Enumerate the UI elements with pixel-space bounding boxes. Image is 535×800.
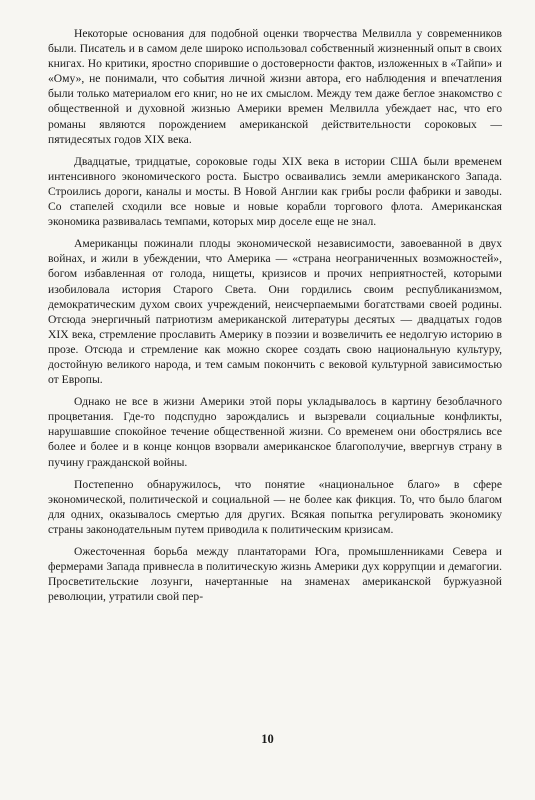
page-number: 10 <box>261 732 274 746</box>
paragraph-4: Однако не все в жизни Америки этой поры укладывалось в картину безоблачного процветания. Где-то подспудно зарождались и вызревали социальные конфликты, нарушавшие спокойное течение общественной жизни. Со временем они обострялись все более и более и в конце концов взорвали американское благополучие, ввергнув страну в пучину гражданской войны. <box>48 395 502 469</box>
paragraph-5: Постепенно обнаружилось, что понятие «национальное благо» в сфере экономической, политической и социальной — не более как фикция. То, что было благом для одних, оказывалось смертью для других. Всякая попытка регулировать экономику страны законодательным путем приводила к политическим кризисам. <box>48 477 502 536</box>
paragraph-6: Ожесточенная борьба между плантаторами Юга, промышленниками Севера и фермерами Запада привнесла в политическую жизнь Америки дух коррупции и демагогии. Просветительские лозунги, начертанные на знаменах американской буржуазной революции, утратили свой пер- <box>48 545 502 604</box>
paragraph-2: Двадцатые, тридцатые, сороковые годы XIX века в истории США были временем интенсивного экономического роста. Быстро осваивались земли американского Запада. Строились дороги, каналы и мосты. В Новой Англии как грибы росли фабрики и заводы. Со стапелей сходили все новые и новые корабли торгового флота. Американская экономика развивалась темпами, которых мир доселе еще не знал. <box>48 154 502 229</box>
paragraph-3: Американцы пожинали плоды экономической независимости, завоеванной в двух войнах, и жили в убеждении, что Америка — «страна неограниченных возможностей», богом избавленная от голода, нищеты, кризисов и прочих неприятностей, которыми изобиловала история Старого Света. Они гордились своим республиканизмом, демократическим духом своих учреждений, неисчерпаемыми богатствами своей родины. Отсюда энергичный патриотизм американской литературы десятых — двадцатых годов XIX века, стремление прославить Америку в поэзии и возвеличить ее недолгую историю в прозе. Отсюда и стремление как можно скорее создать свою национальную культуру, достойную великого народа, и тем самым покончить с вековой культурной зависимостью от Европы. <box>48 237 502 387</box>
paragraph-1: Некоторые основания для подобной оценки творчества Мелвилла у современников были. Писатель и в самом деле широко использовал собственный жизненный опыт в своих книгах. Но критики, яростно спорившие о достоверности фактов, изложенных в «Тайпи» и «Ому», не понимали, что события личной жизни автора, его наблюдения и впечатления были только материалом его книг, но не их смыслом. Между тем даже беглое знакомство с общественной и духовной жизнью Америки времен Мелвилла убеждает нас, что его романы являются порождением американской действительности сороковых — пятидесятых годов XIX века. <box>48 27 502 146</box>
book-page-text <box>48 26 502 611</box>
